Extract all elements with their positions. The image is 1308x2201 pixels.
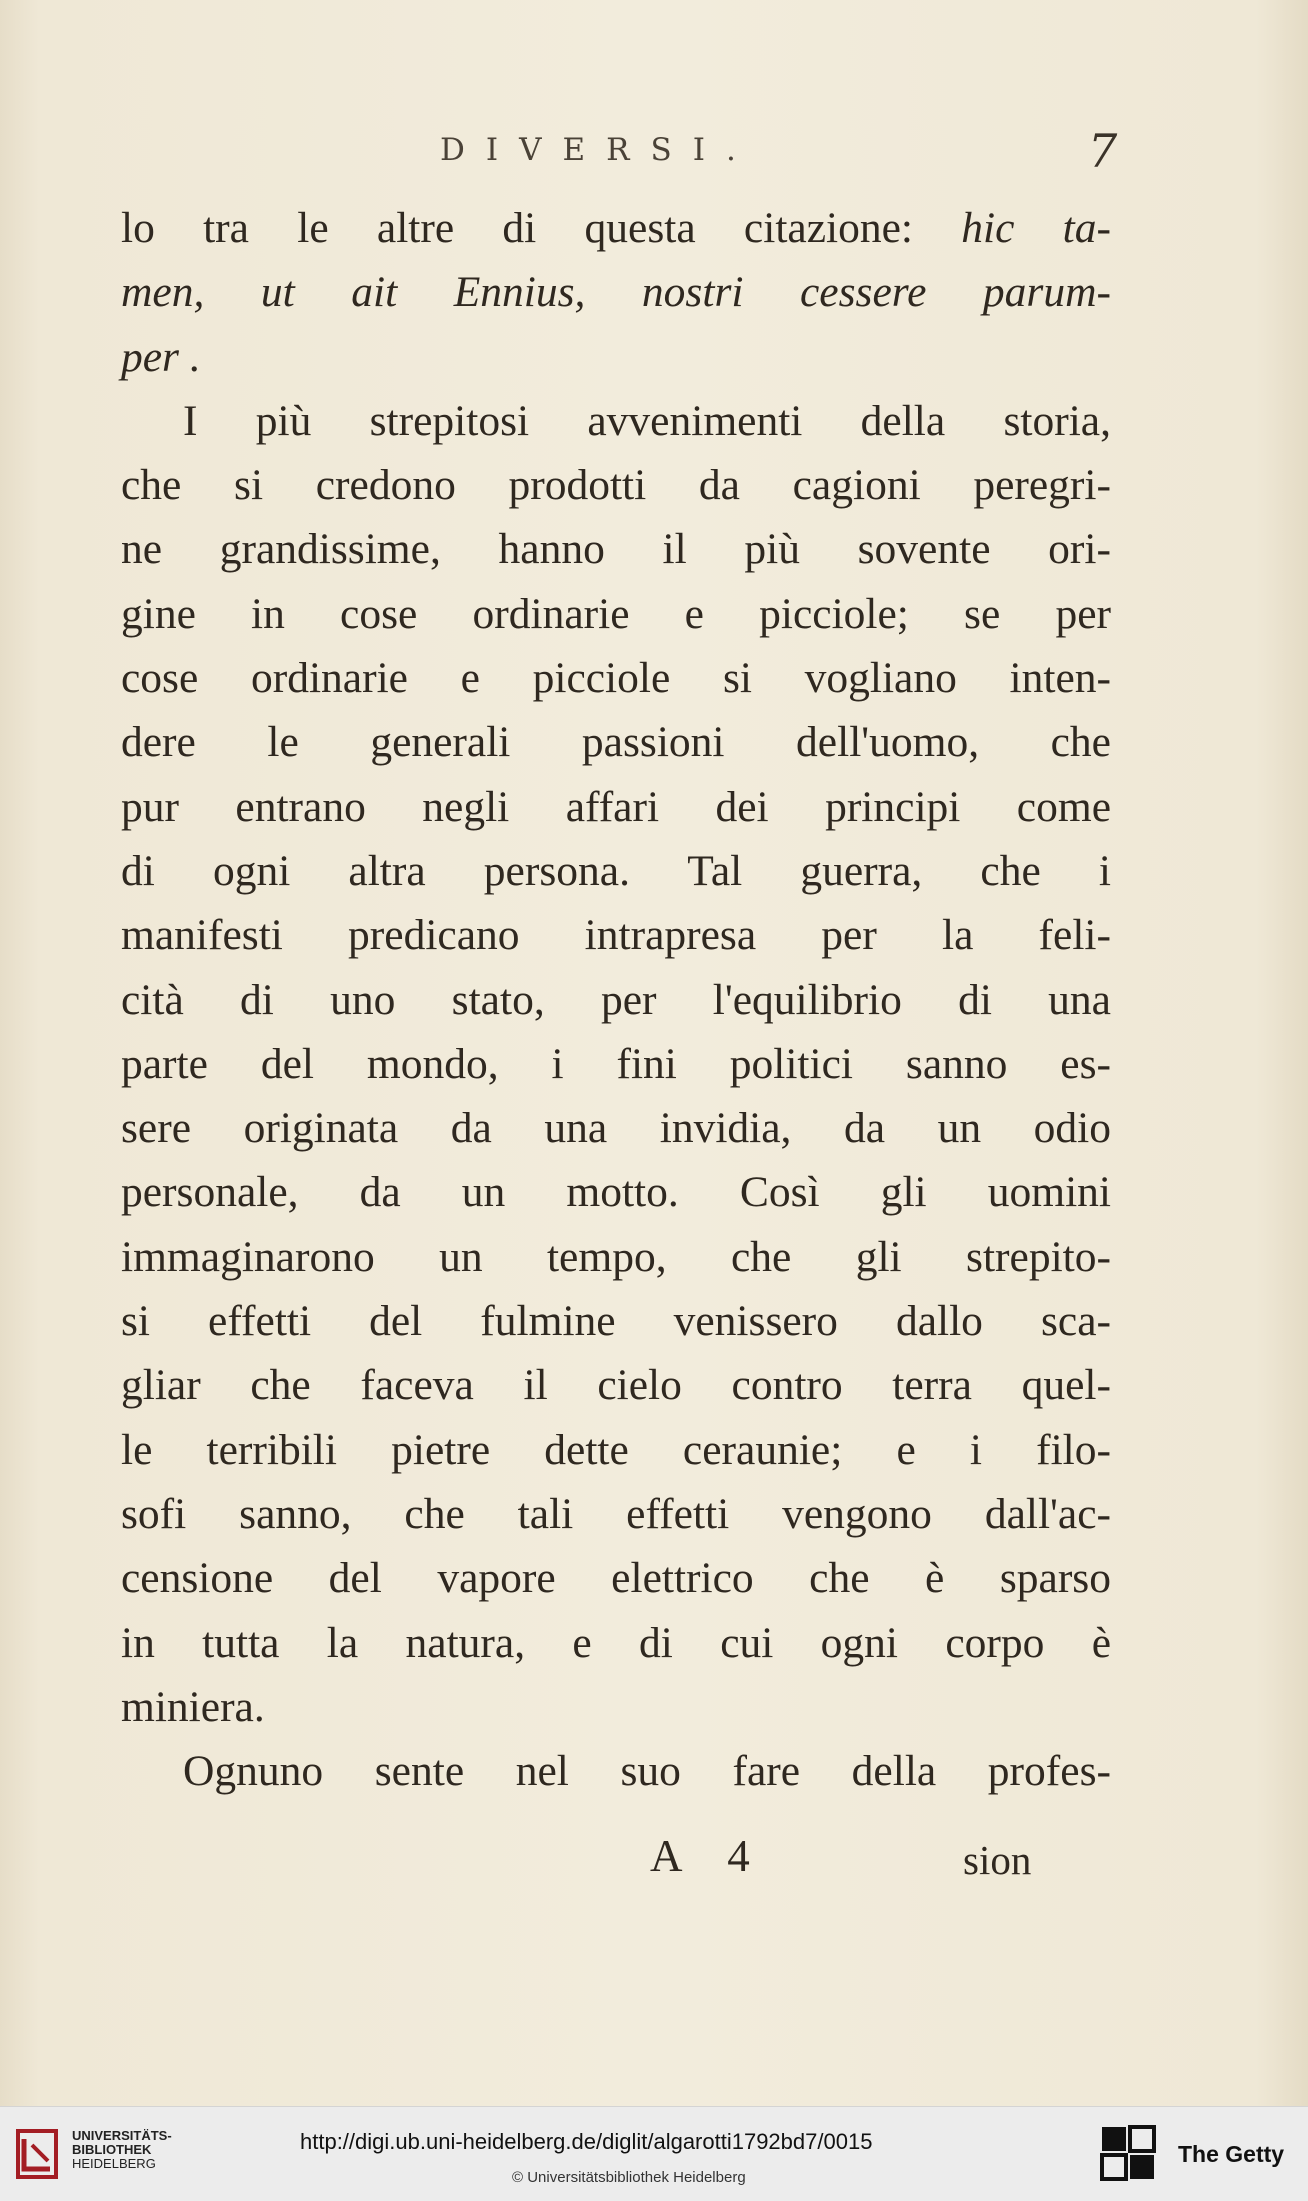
body-text [121,196,1111,1803]
text-line: che si credono prodotti da cagioni peregri- [121,461,1111,510]
text-line: gine in cose ordinarie e picciole; se per [121,589,1111,638]
text-line: pur entrano negli affari dei principi come [121,782,1111,831]
text-line: dere le generali passioni dell'uomo, che [121,718,1111,767]
text-line: censione del vapore elettrico che è sparso [121,1554,1111,1603]
text-line: ne grandissime, hanno il più sovente ori- [121,525,1111,574]
footer-bar [0,2106,1308,2201]
running-head: DIVERSI. [440,132,757,168]
text-line: men, ut ait Ennius, nostri cessere parum- [121,268,1111,317]
text-line: sofi sanno, che tali effetti vengono dall'ac- [121,1489,1111,1538]
text-line: miniera. [121,1682,265,1731]
page-number: 7 [1088,124,1118,178]
text-line: le terribili pietre dette ceraunie; e i filo- [121,1425,1111,1474]
paragraph-start-line: I più strepitosi avvenimenti della storia, [183,396,1111,445]
copyright-notice: © Universitätsbibliothek Heidelberg [512,2169,746,2186]
signature-mark: A 4 [650,1831,768,1881]
text-line: immaginarono un tempo, che gli strepito- [121,1232,1111,1281]
text-line: manifesti predicano intrapresa per la feli- [121,911,1111,960]
university-library-name: UNIVERSITÄTS- BIBLIOTHEK HEIDELBERG [72,2128,172,2171]
text-line: lo tra le altre di questa citazione: hic ta- [121,204,1111,252]
text-line: cità di uno stato, per l'equilibrio di una [121,975,1111,1024]
text-line: per . [121,332,201,381]
text-line: gliar che faceva il cielo contro terra quel- [121,1361,1111,1410]
text-line: si effetti del fulmine venissero dallo sca- [121,1297,1111,1346]
page-header [0,124,1308,182]
text-line: in tutta la natura, e di cui ogni corpo è [121,1618,1111,1667]
paragraph-start-line: Ognuno sente nel suo fare della profes- [183,1747,1111,1796]
text-line: parte del mondo, i fini politici sanno es- [121,1039,1111,1088]
catchword: sion [963,1837,1032,1883]
text-line: sere originata da una invidia, da un odio [121,1104,1111,1153]
digitization-url-link[interactable]: http://digi.ub.uni-heidelberg.de/diglit/algarotti1792bd7/0015 [300,2129,873,2154]
university-library-logo-icon [14,2125,64,2183]
getty-logo-icon [1100,2125,1158,2183]
getty-name: The Getty [1178,2141,1285,2167]
text-line: personale, da un motto. Così gli uomini [121,1168,1111,1217]
text-line: di ogni altra persona. Tal guerra, che i [121,846,1111,895]
text-line: cose ordinarie e picciole si vogliano inten- [121,654,1111,703]
